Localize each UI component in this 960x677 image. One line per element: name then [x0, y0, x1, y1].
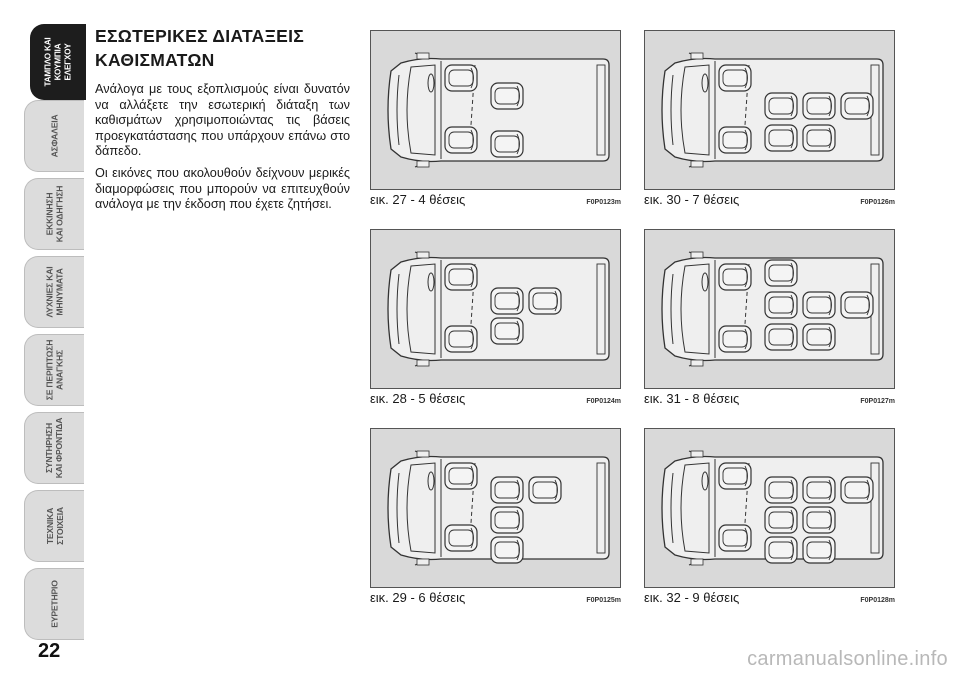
seat-icon: [491, 288, 523, 314]
tab-dashboard-controls[interactable]: ΤΑΜΠΛΟ ΚΑΙ ΚΟΥΜΠΙΑ ΕΛΕΓΧΟΥ: [30, 24, 86, 100]
seat-icon: [803, 125, 835, 151]
seat-icon: [445, 525, 477, 551]
seat-icon: [765, 260, 797, 286]
page-number: 22: [38, 640, 61, 662]
seat-icon: [719, 463, 751, 489]
seat-icon: [719, 127, 751, 153]
figure-4-seats: [370, 30, 621, 207]
figure-8-seats: [644, 229, 895, 406]
figure-caption: εικ. 28 - 5 θέσεις: [370, 391, 466, 406]
seat-icon: [445, 264, 477, 290]
figure-caption: εικ. 30 - 7 θέσεις: [644, 192, 740, 207]
seat-icon: [491, 83, 523, 109]
seat-icon: [841, 292, 873, 318]
figure-5-seats: [370, 229, 621, 406]
seat-icon: [803, 507, 835, 533]
seat-icon: [491, 131, 523, 157]
figure-code: F0P0128m: [860, 597, 895, 604]
seat-icon: [491, 477, 523, 503]
figure-caption: εικ. 32 - 9 θέσεις: [644, 590, 740, 605]
figure-7-seats: [644, 30, 895, 207]
seat-icon: [491, 507, 523, 533]
seat-icon: [491, 318, 523, 344]
figure-caption: εικ. 27 - 4 θέσεις: [370, 192, 466, 207]
seat-icon: [529, 477, 561, 503]
seat-layout-diagram: [371, 230, 620, 388]
seat-icon: [765, 477, 797, 503]
seat-icon: [765, 537, 797, 563]
tab-safety[interactable]: ΑΣΦΑΛΕΙΑ: [24, 100, 84, 172]
seat-icon: [765, 507, 797, 533]
seat-icon: [719, 326, 751, 352]
seat-icon: [445, 127, 477, 153]
section-heading: ΕΣΩΤΕΡΙΚΕΣ ΔΙΑΤΑΞΕΙΣ ΚΑΘΙΣΜΑΤΩΝ: [95, 26, 305, 70]
tab-warning-lights[interactable]: ΛΥΧΝΙΕΣ ΚΑΙ ΜΗΝΥΜΑΤΑ: [24, 256, 84, 328]
seat-icon: [803, 477, 835, 503]
figure-9-seats: [644, 428, 895, 605]
seat-layout-diagram: [371, 31, 620, 189]
figure-caption: εικ. 31 - 8 θέσεις: [644, 391, 740, 406]
seat-icon: [765, 324, 797, 350]
figure-code: F0P0127m: [860, 398, 895, 405]
tab-technical-data[interactable]: ΤΕΧΝΙΚΑ ΣΤΟΙΧΕΙΑ: [24, 490, 84, 562]
seat-layout-diagram: [645, 230, 894, 388]
tab-index[interactable]: ΕΥΡΕΤΗΡΙΟ: [24, 568, 84, 640]
seat-icon: [803, 537, 835, 563]
paragraph-2: Οι εικόνες που ακολουθούν δείχνουν μερικές διαμορφώσεις που μπορούν να επιτευχθούν ανάλογα με την έκδοση που έχετε ζητήσει.: [95, 165, 350, 212]
figure-caption: εικ. 29 - 6 θέσεις: [370, 590, 466, 605]
seat-icon: [765, 292, 797, 318]
seat-layout-diagram: [645, 31, 894, 189]
watermark: carmanualsonline.info: [747, 648, 948, 670]
seat-icon: [491, 537, 523, 563]
seat-icon: [803, 93, 835, 119]
seat-icon: [445, 326, 477, 352]
figure-code: F0P0124m: [586, 398, 621, 405]
seat-icon: [445, 65, 477, 91]
seat-icon: [765, 125, 797, 151]
paragraph-1: Ανάλογα με τους εξοπλισμούς είναι δυνατόν να αλλάξετε την εσωτερική διάταξη των καθισμάτων χρησιμοποιώντας τις βάσεις προεγκατάστασης που υπάρχουν επάνω στο δάπεδο.: [95, 82, 350, 159]
figure-code: F0P0125m: [586, 597, 621, 604]
figure-6-seats: [370, 428, 621, 605]
seat-icon: [841, 477, 873, 503]
seat-icon: [719, 264, 751, 290]
seat-icon: [841, 93, 873, 119]
figure-code: F0P0123m: [586, 199, 621, 206]
seat-icon: [719, 525, 751, 551]
chapter-tab-sidebar: [0, 0, 88, 677]
text-column: [95, 24, 350, 219]
tab-starting-driving[interactable]: ΕΚΚΙΝΗΣΗ ΚΑΙ ΟΔΗΓΗΣΗ: [24, 178, 84, 250]
seat-icon: [803, 292, 835, 318]
seat-icon: [765, 93, 797, 119]
figure-code: F0P0126m: [860, 199, 895, 206]
seat-layout-diagram: [645, 429, 894, 587]
seat-icon: [803, 324, 835, 350]
seat-icon: [445, 463, 477, 489]
tab-maintenance[interactable]: ΣΥΝΤΗΡΗΣΗ ΚΑΙ ΦΡΟΝΤΙΔΑ: [24, 412, 84, 484]
tab-emergency[interactable]: ΣΕ ΠΕΡΙΠΤΩΣΗ ΑΝΑΓΚΗΣ: [24, 334, 84, 406]
seat-icon: [719, 65, 751, 91]
seat-layout-diagram: [371, 429, 620, 587]
seat-icon: [529, 288, 561, 314]
